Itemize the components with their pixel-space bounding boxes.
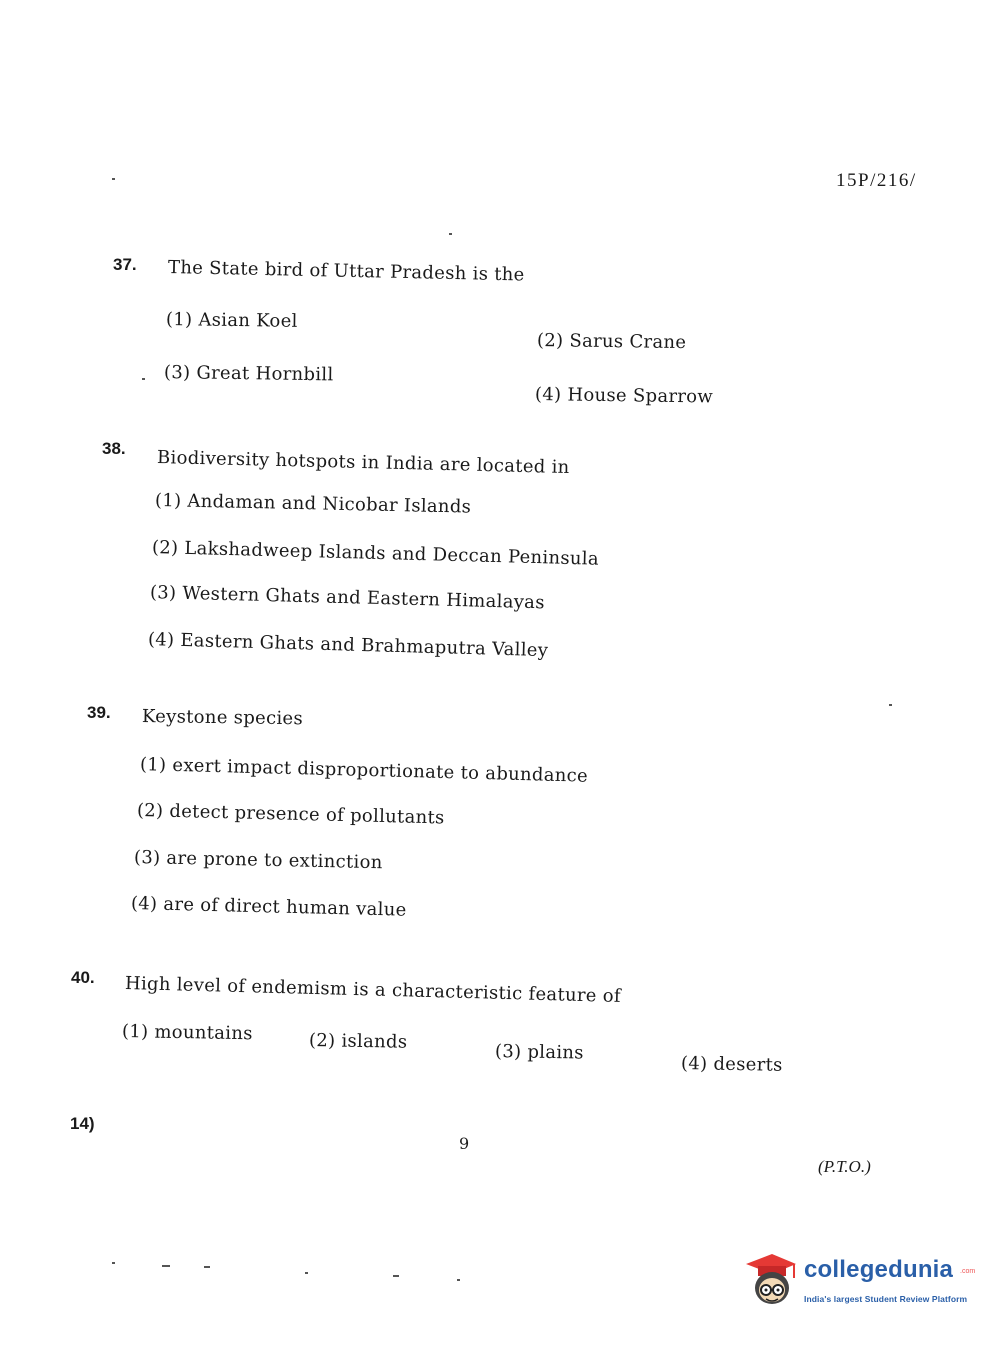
- scan-speck: [449, 233, 452, 235]
- paper-code: 15P/216/: [836, 170, 917, 191]
- option-3: (3) are prone to extinction: [133, 847, 383, 874]
- collegedunia-logo: [742, 1250, 976, 1314]
- option-1: (1) mountains: [121, 1021, 253, 1045]
- page-number: 9: [459, 1134, 470, 1153]
- option-2: (2) islands: [308, 1030, 408, 1053]
- option-4: (4) are of direct human value: [130, 893, 407, 921]
- question-number: 38.: [102, 439, 126, 458]
- scan-speck: [457, 1279, 460, 1281]
- scan-speck: [204, 1266, 210, 1268]
- scan-speck: [393, 1275, 399, 1277]
- question-number: 37.: [113, 255, 137, 274]
- option-4: (4) House Sparrow: [534, 384, 714, 408]
- option-4: (4) Eastern Ghats and Brahmaputra Valley: [147, 629, 549, 662]
- footer-marker: 14): [70, 1114, 95, 1133]
- question-text: Biodiversity hotspots in India are located in: [156, 447, 570, 479]
- option-1: (1) Andaman and Nicobar Islands: [154, 490, 472, 518]
- scan-speck: [112, 1262, 115, 1264]
- option-2: (2) Sarus Crane: [536, 330, 687, 354]
- option-4: (4) deserts: [680, 1053, 783, 1076]
- question-text: High level of endemism is a characteristic feature of: [124, 973, 622, 1007]
- question-text: Keystone species: [141, 706, 304, 730]
- question-number: 39.: [87, 703, 111, 722]
- option-3: (3) plains: [494, 1041, 584, 1064]
- question-text: The State bird of Uttar Pradesh is the: [167, 257, 525, 286]
- scan-speck: [112, 178, 115, 180]
- option-2: (2) detect presence of pollutants: [136, 800, 445, 829]
- scan-speck: [142, 378, 145, 380]
- option-1: (1) Asian Koel: [165, 309, 298, 332]
- mascot-icon: [742, 1250, 798, 1308]
- scan-speck: [162, 1265, 170, 1267]
- logo-suffix: .com: [960, 1268, 976, 1275]
- option-2: (2) Lakshadweep Islands and Deccan Peninsula: [151, 537, 600, 570]
- option-3: (3) Great Hornbill: [163, 362, 334, 386]
- logo-name: collegedunia: [804, 1256, 954, 1283]
- option-1: (1) exert impact disproportionate to abundance: [139, 754, 589, 787]
- scan-speck: [305, 1272, 308, 1274]
- option-3: (3) Western Ghats and Eastern Himalayas: [149, 582, 546, 614]
- pto-label: (P.T.O.): [818, 1157, 871, 1176]
- question-number: 40.: [71, 968, 95, 987]
- logo-tagline: India's largest Student Review Platform: [804, 1294, 968, 1304]
- scan-speck: [889, 704, 892, 706]
